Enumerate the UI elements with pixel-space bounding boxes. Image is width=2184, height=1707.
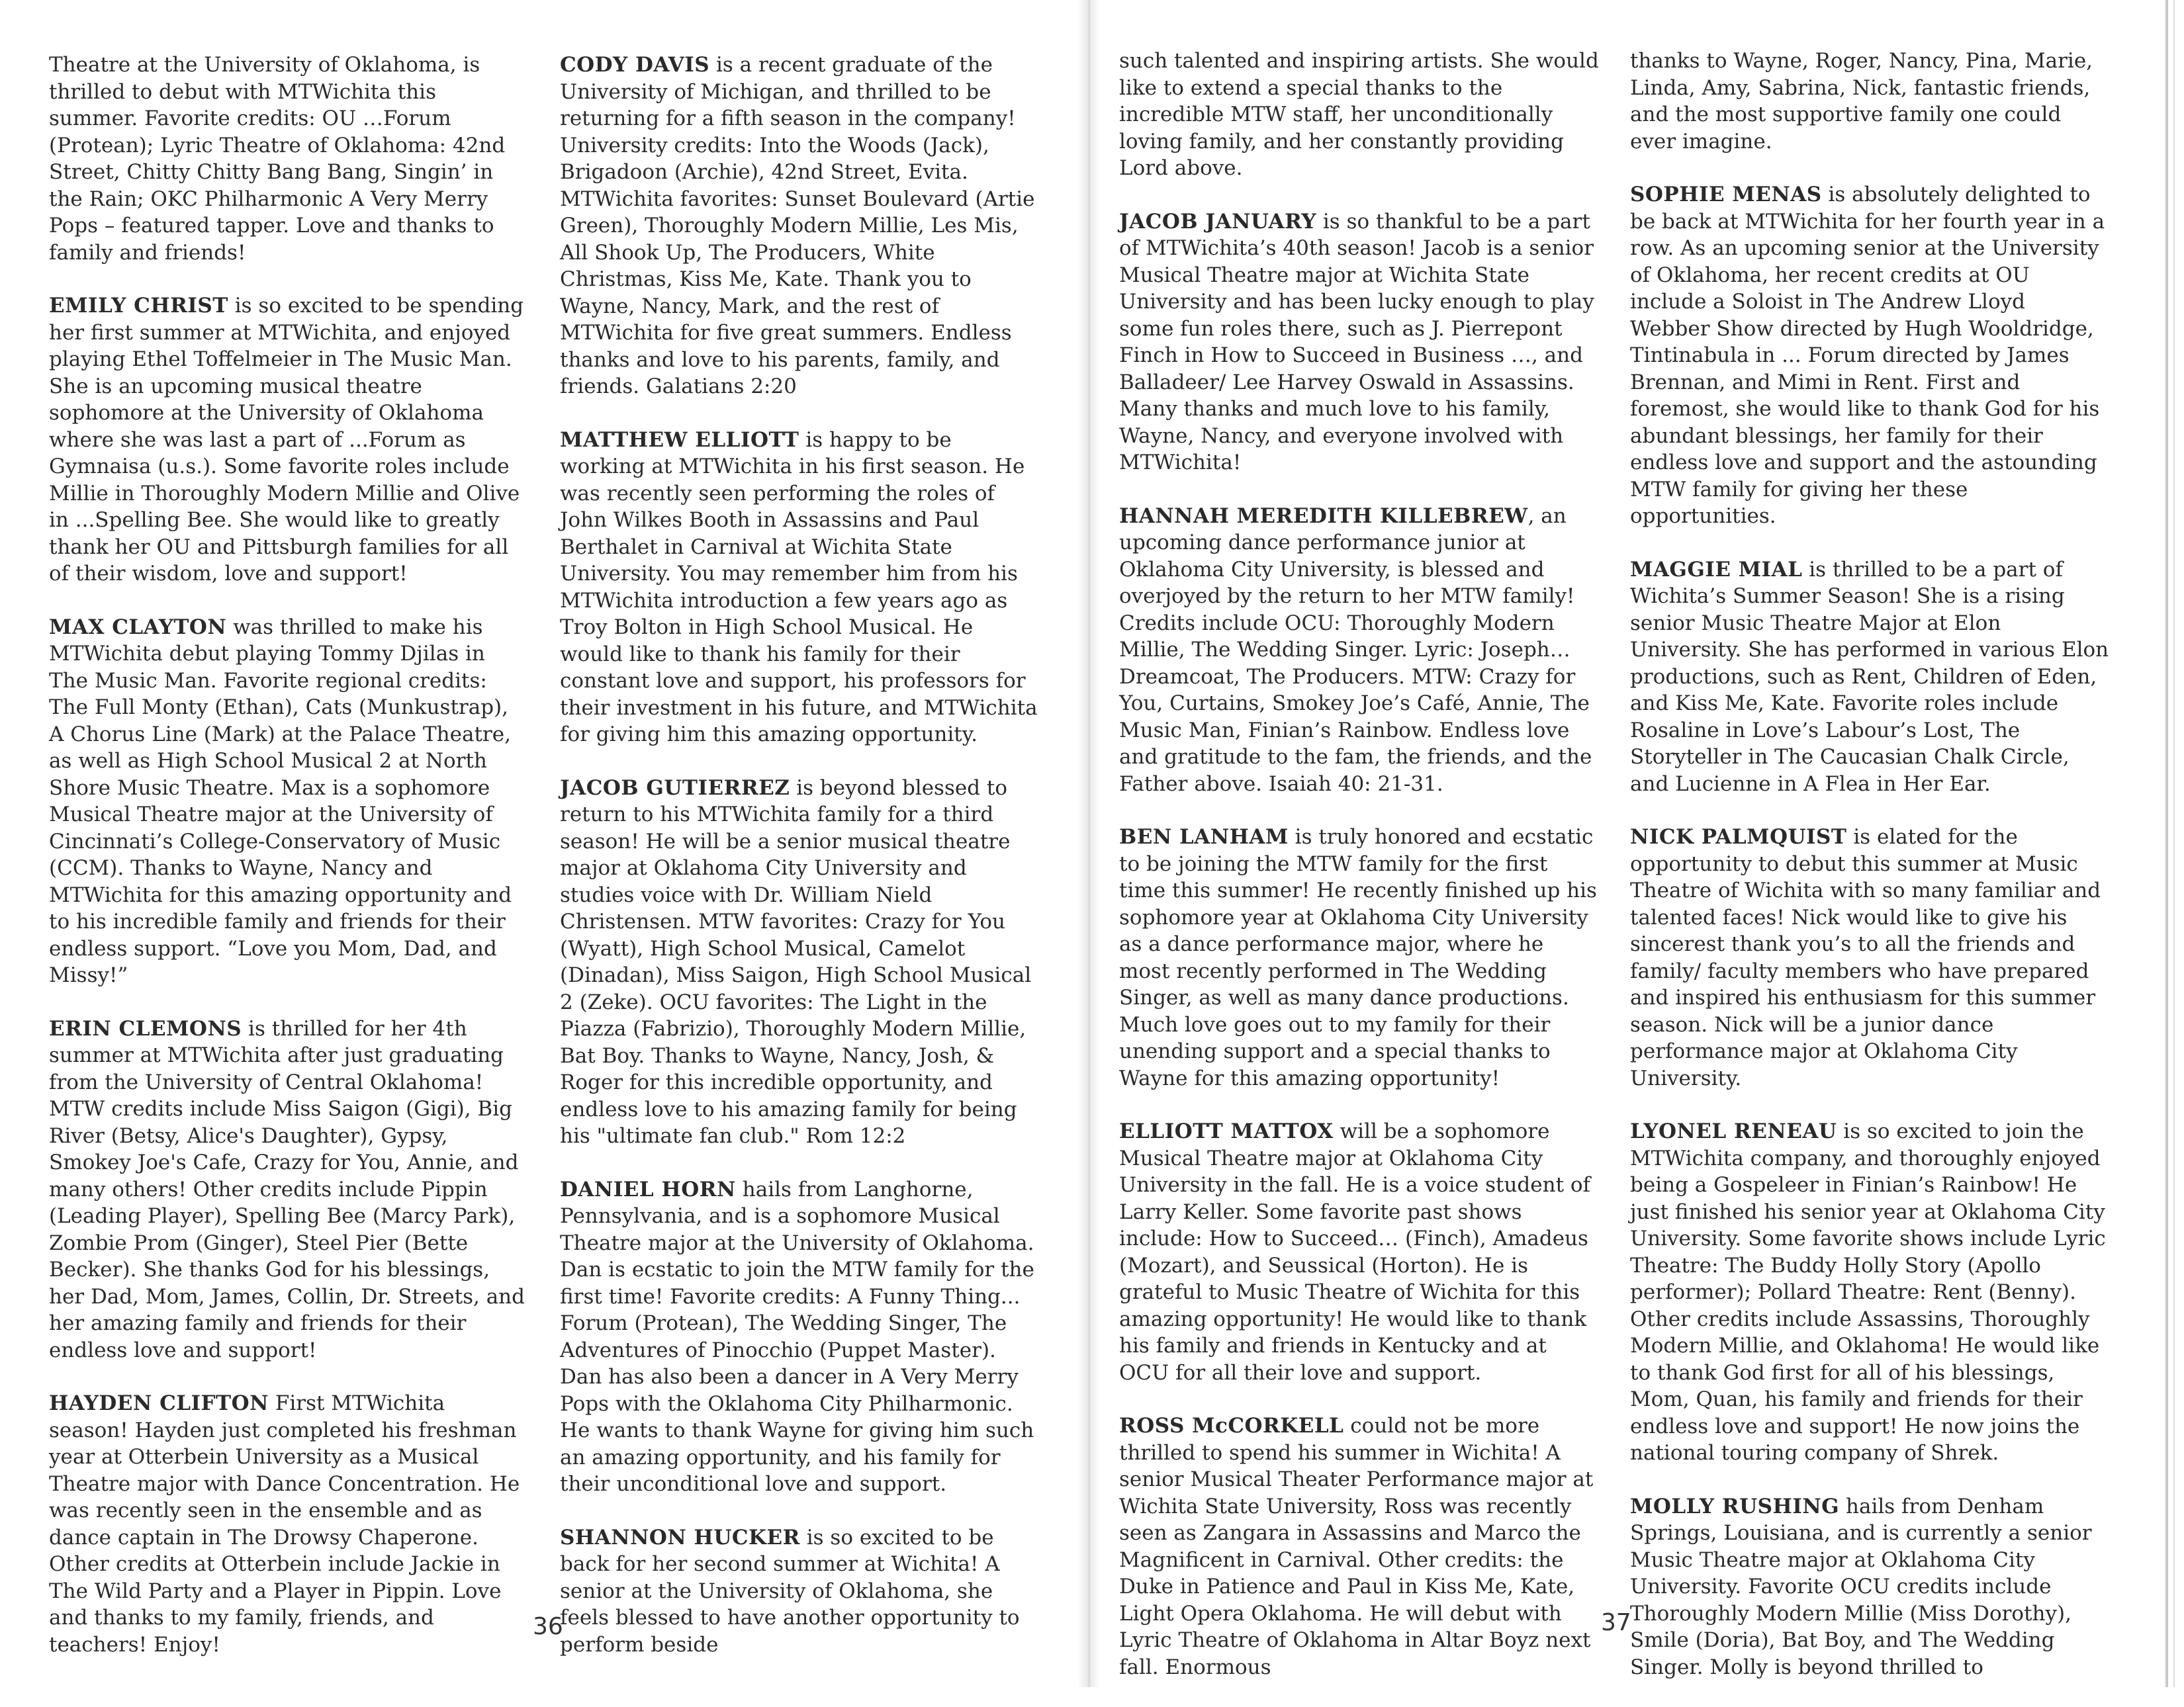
page-number-right: 37: [1601, 1609, 1631, 1636]
bio-sophie-menas: SOPHIE MENAS is absolutely delighted to be back at MTWichita for her fourth year in a row. As an upcoming senior at the University of Oklahoma, her recent credits at OU include a Soloist in The Andrew Lloyd Webber Show directed by Hugh Wooldridge, Tintinabula in ... Forum directed by James Brennan, and Mimi in Rent. First and foremost, she would like to thank God for his abundant blessings, her family for their endless love and support and the astounding MTW family for giving her these opportunities.: [1630, 183, 2105, 528]
left-page-column-1: [49, 52, 529, 1685]
bio-nick-palmquist: NICK PALMQUIST is elated for the opportunity to debut this summer at Music Theatre of Wichita with so many familiar and talented faces! Nick would like to give his sincerest thank you’s to all the friends and family/ faculty members who have prepared and inspired his enthusiasm for this summer season. Nick will be a junior dance performance major at Oklahoma City University.: [1630, 825, 2101, 1090]
page-edge-line: [2165, 0, 2168, 1687]
bio-emily-christ: EMILY CHRIST is so excited to be spending her first summer at MTWichita, and enjoyed playing Ethel Toffelmeier in The Music Man. She is an upcoming musical theatre sophomore at the University of Oklahoma where she was last a part of ...Forum as Gymnaisa (u.s.). Some favorite roles include Millie in Thoroughly Modern Millie and Olive in ...Spelling Bee. She would like to greatly thank her OU and Pittsburgh families for all of their wisdom, love and support!: [49, 294, 524, 586]
bio-shannon-hucker: SHANNON HUCKER is so excited to be back for her second summer at Wichita! A senior at the University of Oklahoma, she feels blessed to have another opportunity to perform beside: [560, 1525, 1020, 1657]
right-page: [1089, 0, 2184, 1687]
right-page-column-2: [1630, 48, 2110, 1707]
page-number-left: 36: [533, 1613, 563, 1640]
bio-elliott-mattox: ELLIOTT MATTOX will be a sophomore Musical Theatre major at Oklahoma City University in the fall. He is a voice student of Larry Keller. Some favorite past shows include: How to Succeed… (Finch), Amadeus (Mozart), and Seussical (Horton). He is grateful to Music Theatre of Wichita for this amazing opportunity! He would like to thank his family and friends in Kentucky and at OCU for all their love and support.: [1119, 1119, 1591, 1385]
bio-matthew-elliott: MATTHEW ELLIOTT is happy to be working at MTWichita in his first season. He was recently seen performing the roles of John Wilkes Booth in Assassins and Paul Berthalet in Carnival at Wichita State University. You may remember him from his MTWichita introduction a few years ago as Troy Bolton in High School Musical. He would like to thank his family for their constant love and support, his professors for their investment in his future, and MTWichita for giving him this amazing opportunity.: [560, 427, 1038, 746]
bio-hayden-clifton: HAYDEN CLIFTON First MTWichita season! Hayden just completed his freshman year at Otterbein University as a Musical Theatre major with Dance Concentration. He was recently seen in the ensemble and as dance captain in The Drowsy Chaperone. Other credits at Otterbein include Jackie in The Wild Party and a Player in Pippin. Love and thanks to my family, friends, and teachers! Enjoy!: [49, 1391, 520, 1657]
page-edge-line: [2173, 0, 2175, 1687]
bio-jacob-january: JACOB JANUARY is so thankful to be a part of MTWichita’s 40th season! Jacob is a senior Musical Theatre major at Wichita State University and has been lucky enough to play some fun roles there, such as J. Pierrepont Finch in How to Succeed in Business …, and Balladeer/ Lee Harvey Oswald in Assassins. Many thanks and much love to his family, Wayne, Nancy, and everyone involved with MTWichita!: [1119, 209, 1594, 474]
bio-ben-lanham: BEN LANHAM is truly honored and ecstatic to be joining the MTW family for the first time this summer! He recently finished up his sophomore year at Oklahoma City University as a dance performance major, where he most recently performed in The Wedding Singer, as well as many dance productions. Much love goes out to my family for their unending support and a special thanks to Wayne for this amazing opportunity!: [1119, 825, 1597, 1090]
bio-maggie-mial: MAGGIE MIAL is thrilled to be a part of Wichita’s Summer Season! She is a rising senior Music Theatre Major at Elon University. She has performed in various Elon productions, such as Rent, Children of Eden, and Kiss Me, Kate. Favorite roles include Rosaline in Love’s Labour’s Lost, The Storyteller in The Caucasian Chalk Circle, and Lucienne in A Flea in Her Ear.: [1630, 557, 2109, 796]
left-page: [0, 0, 1089, 1687]
bio-molly-rushing: MOLLY RUSHING hails from Denham Springs, Louisiana, and is currently a senior Music Theatre major at Oklahoma City University. Favorite OCU credits include Thoroughly Modern Millie (Miss Dorothy), Smile (Doria), Bat Boy, and The Wedding Singer. Molly is beyond thrilled to: [1630, 1494, 2092, 1679]
bio-daniel-horn: DANIEL HORN hails from Langhorne, Pennsylvania, and is a sophomore Musical Theatre major at the University of Oklahoma. Dan is ecstatic to join the MTW family for the first time! Favorite credits: A Funny Thing... Forum (Protean), The Wedding Singer, The Adventures of Pinocchio (Puppet Master). Dan has also been a dancer in A Very Merry Pops with the Oklahoma City Philharmonic. He wants to thank Wayne for giving him such an amazing opportunity, and his family for their unconditional love and support.: [560, 1177, 1034, 1496]
bio-cody-davis: CODY DAVIS is a recent graduate of the University of Michigan, and thrilled to be returning for a fifth season in the company! University credits: Into the Woods (Jack), Brigadoon (Archie), 42nd Street, Evita. MTWichita favorites: Sunset Boulevard (Artie Green), Thoroughly Modern Millie, Les Mis, All Shook Up, The Producers, White Christmas, Kiss Me, Kate. Thank you to Wayne, Nancy, Mark, and the rest of MTWichita for five great summers. Endless thanks and love to his parents, family, and friends. Galatians 2:20: [560, 53, 1035, 398]
bio-erin-clemons: ERIN CLEMONS is thrilled for her 4th summer at MTWichita after just graduating from the University of Central Oklahoma! MTW credits include Miss Saigon (Gigi), Big River (Betsy, Alice's Daughter), Gypsy, Smokey Joe's Cafe, Crazy for You, Annie, and many others! Other credits include Pippin (Leading Player), Spelling Bee (Marcy Park), Zombie Prom (Ginger), Steel Pier (Bette Becker). She thanks God for his blessings, her Dad, Mom, James, Collin, Dr. Streets, and her amazing family and friends for their endless love and support!: [49, 1016, 525, 1362]
left-page-column-2: [560, 52, 1040, 1685]
bio-jacob-gutierrez: JACOB GUTIERREZ is beyond blessed to return to his MTWichita family for a third season! He will be a senior musical theatre major at Oklahoma City University and studies voice with Dr. William Nield Christensen. MTW favorites: Crazy for You (Wyatt), High School Musical, Camelot (Dinadan), Miss Saigon, High School Musical 2 (Zeke). OCU favorites: The Light in the Piazza (Fabrizio), Thoroughly Modern Millie, Bat Boy. Thanks to Wayne, Nancy, Josh, & Roger for this incredible opportunity, and endless love to his amazing family for being his "ultimate fan club." Rom 12:2: [560, 775, 1032, 1148]
right-page-column-1: [1119, 48, 1599, 1707]
bio-continued: thanks to Wayne, Roger, Nancy, Pina, Marie, Linda, Amy, Sabrina, Nick, fantastic friends, and the most supportive family one could ever imagine.: [1630, 49, 2093, 153]
bio-continued: Theatre at the University of Oklahoma, is thrilled to debut with MTWichita this summer. Favorite credits: OU …Forum (Protean); Lyric Theatre of Oklahoma: 42nd Street, Chitty Chitty Bang Bang, Singin’ in the Rain; OKC Philharmonic A Very Merry Pops – featured tapper. Love and thanks to family and friends!: [49, 53, 506, 265]
bio-lyonel-reneau: LYONEL RENEAU is so excited to join the MTWichita company, and thoroughly enjoyed being a Gospeleer in Finian’s Rainbow! He just finished his senior year at Oklahoma City University. Some favorite shows include Lyric Theatre: The Buddy Holly Story (Apollo performer); Pollard Theatre: Rent (Benny). Other credits include Assassins, Thoroughly Modern Millie, and Oklahoma! He would like to thank God first for all of his blessings, Mom, Quan, his family and friends for their endless love and support! He now joins the national touring company of Shrek.: [1630, 1119, 2106, 1465]
bio-max-clayton: MAX CLAYTON was thrilled to make his MTWichita debut playing Tommy Djilas in The Music Man. Favorite regional credits: The Full Monty (Ethan), Cats (Munkustrap), A Chorus Line (Mark) at the Palace Theatre, as well as High School Musical 2 at North Shore Music Theatre. Max is a sophomore Musical Theatre major at the University of Cincinnati’s College-Conservatory of Music (CCM). Thanks to Wayne, Nancy and MTWichita for this amazing opportunity and to his incredible family and friends for their endless support. “Love you Mom, Dad, and Missy!”: [49, 615, 512, 987]
bio-continued: such talented and inspiring artists. She would like to extend a special thanks to the incredible MTW staff, her unconditionally loving family, and her constantly providing Lord above.: [1119, 49, 1599, 180]
bio-ross-mccorkell: ROSS McCORKELL could not be more thrilled to spend his summer in Wichita! A senior Musical Theater Performance major at Wichita State University, Ross was recently seen as Zangara in Assassins and Marco the Magnificent in Carnival. Other credits: the Duke in Patience and Paul in Kiss Me, Kate, Light Opera Oklahoma. He will debut with Lyric Theatre of Oklahoma in Altar Boyz next fall. Enormous: [1119, 1414, 1594, 1679]
bio-hannah-meredith-killebrew: HANNAH MEREDITH KILLEBREW, an upcoming dance performance junior at Oklahoma City University, is blessed and overjoyed by the return to her MTW family! Credits include OCU: Thoroughly Modern Millie, The Wedding Singer. Lyric: Joseph…Dreamcoat, The Producers. MTW: Crazy for You, Curtains, Smokey Joe’s Café, Annie, The Music Man, Finian’s Rainbow. Endless love and gratitude to the fam, the friends, and the Father above. Isaiah 40: 21-31.: [1119, 503, 1592, 796]
